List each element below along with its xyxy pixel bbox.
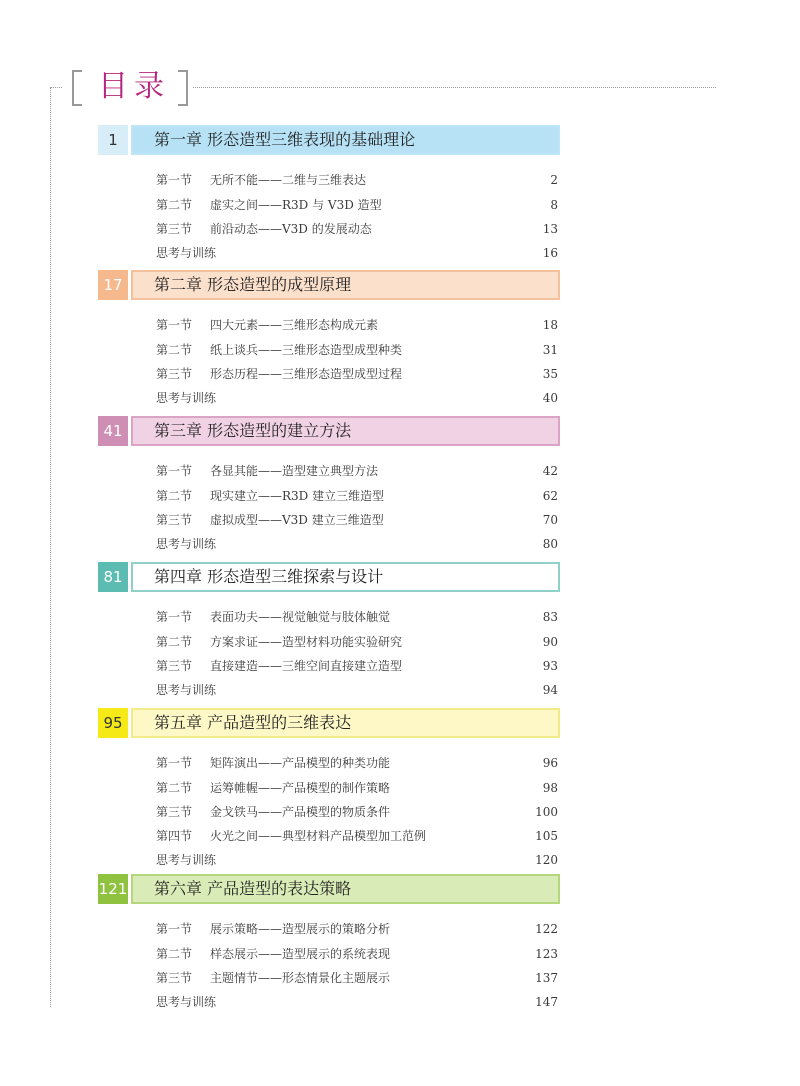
section-row[interactable] bbox=[156, 656, 558, 676]
review-title: 思考与训练 bbox=[156, 853, 217, 867]
chapter-start-page: 95 bbox=[98, 708, 128, 738]
page-number: 2 bbox=[550, 173, 558, 187]
page-number: 80 bbox=[542, 537, 558, 551]
section-row[interactable] bbox=[156, 802, 558, 822]
section-title: 虚拟成型——V3D 建立三维造型 bbox=[210, 513, 384, 527]
chapter-header[interactable] bbox=[98, 416, 560, 446]
page-number: 105 bbox=[535, 829, 558, 843]
section-row[interactable] bbox=[156, 195, 558, 215]
section-number: 第一节 bbox=[156, 173, 193, 187]
chapter-header[interactable] bbox=[98, 874, 560, 904]
section-title: 形态历程——三维形态造型成型过程 bbox=[210, 367, 403, 381]
page-number: 120 bbox=[535, 853, 558, 867]
page-number: 123 bbox=[535, 947, 558, 961]
section-row[interactable] bbox=[156, 753, 558, 773]
page-number: 137 bbox=[535, 971, 558, 985]
section-number: 第二节 bbox=[156, 635, 193, 649]
section-number: 第一节 bbox=[156, 318, 193, 332]
section-row[interactable] bbox=[156, 919, 558, 939]
chapter-title: 第一章 形态造型三维表现的基础理论 bbox=[154, 130, 416, 149]
section-number: 第二节 bbox=[156, 343, 193, 357]
section-row[interactable] bbox=[156, 826, 558, 846]
page-title: 目录 bbox=[98, 69, 170, 104]
section-number: 第三节 bbox=[156, 659, 193, 673]
section-row[interactable] bbox=[156, 170, 558, 190]
page-number: 83 bbox=[542, 610, 558, 624]
section-title: 无所不能——二维与三维表达 bbox=[210, 173, 367, 187]
review-title: 思考与训练 bbox=[156, 391, 217, 405]
review-row[interactable] bbox=[156, 534, 558, 554]
section-number: 第一节 bbox=[156, 464, 193, 478]
chapter-title: 第三章 形态造型的建立方法 bbox=[154, 421, 352, 440]
section-title: 矩阵演出——产品模型的种类功能 bbox=[210, 756, 391, 770]
review-row[interactable] bbox=[156, 388, 558, 408]
chapter-header[interactable] bbox=[98, 562, 560, 592]
section-title: 纸上谈兵——三维形态造型成型种类 bbox=[210, 343, 403, 357]
section-number: 第二节 bbox=[156, 198, 193, 212]
page-number: 98 bbox=[542, 781, 558, 795]
review-row[interactable] bbox=[156, 850, 558, 870]
page-number: 93 bbox=[542, 659, 558, 673]
section-title: 主题情节——形态情景化主题展示 bbox=[210, 971, 391, 985]
section-row[interactable] bbox=[156, 219, 558, 239]
section-title: 展示策略——造型展示的策略分析 bbox=[210, 922, 391, 936]
section-title: 虚实之间——R3D 与 V3D 造型 bbox=[210, 198, 382, 212]
chapter-start-page: 17 bbox=[98, 270, 128, 300]
section-row[interactable] bbox=[156, 968, 558, 988]
section-title: 运筹帷幄——产品模型的制作策略 bbox=[210, 781, 391, 795]
review-row[interactable] bbox=[156, 243, 558, 263]
page-number: 100 bbox=[535, 805, 558, 819]
page-number: 8 bbox=[550, 198, 558, 212]
section-row[interactable] bbox=[156, 461, 558, 481]
section-number: 第三节 bbox=[156, 805, 193, 819]
section-title: 表面功夫——视觉触觉与肢体触觉 bbox=[210, 610, 391, 624]
chapter-start-page: 81 bbox=[98, 562, 128, 592]
review-title: 思考与训练 bbox=[156, 537, 217, 551]
page-number: 90 bbox=[542, 635, 558, 649]
section-title: 样态展示——造型展示的系统表现 bbox=[210, 947, 391, 961]
section-row[interactable] bbox=[156, 632, 558, 652]
page-number: 13 bbox=[542, 222, 558, 236]
page-number: 40 bbox=[542, 391, 558, 405]
section-title: 方案求证——造型材料功能实验研究 bbox=[210, 635, 403, 649]
section-number: 第二节 bbox=[156, 781, 193, 795]
review-title: 思考与训练 bbox=[156, 995, 217, 1009]
section-number: 第一节 bbox=[156, 922, 193, 936]
review-title: 思考与训练 bbox=[156, 683, 217, 697]
page-number: 42 bbox=[542, 464, 558, 478]
chapter-start-page: 121 bbox=[98, 874, 128, 904]
dotted-frame-left bbox=[50, 87, 51, 1007]
section-title: 火光之间——典型材料产品模型加工范例 bbox=[210, 829, 427, 843]
review-row[interactable] bbox=[156, 992, 558, 1012]
section-row[interactable] bbox=[156, 944, 558, 964]
section-number: 第四节 bbox=[156, 829, 193, 843]
section-row[interactable] bbox=[156, 486, 558, 506]
page-number: 16 bbox=[542, 246, 558, 260]
section-number: 第三节 bbox=[156, 971, 193, 985]
page-number: 96 bbox=[542, 756, 558, 770]
section-title: 各显其能——造型建立典型方法 bbox=[210, 464, 379, 478]
section-title: 直接建造——三维空间直接建立造型 bbox=[210, 659, 403, 673]
page-number: 122 bbox=[535, 922, 558, 936]
chapter-header[interactable] bbox=[98, 708, 560, 738]
section-title: 前沿动态——V3D 的发展动态 bbox=[210, 222, 372, 236]
page-number: 35 bbox=[542, 367, 558, 381]
section-row[interactable] bbox=[156, 778, 558, 798]
section-number: 第一节 bbox=[156, 756, 193, 770]
chapter-start-page: 41 bbox=[98, 416, 128, 446]
section-number: 第三节 bbox=[156, 222, 193, 236]
page-number: 147 bbox=[535, 995, 558, 1009]
section-row[interactable] bbox=[156, 315, 558, 335]
chapter-header[interactable] bbox=[98, 125, 560, 155]
chapter-title: 第五章 产品造型的三维表达 bbox=[154, 713, 352, 732]
page-number: 62 bbox=[542, 489, 558, 503]
section-row[interactable] bbox=[156, 364, 558, 384]
section-row[interactable] bbox=[156, 510, 558, 530]
section-number: 第三节 bbox=[156, 367, 193, 381]
page-number: 18 bbox=[542, 318, 558, 332]
right-bracket bbox=[178, 70, 188, 106]
section-title: 四大元素——三维形态构成元素 bbox=[210, 318, 379, 332]
page-number: 94 bbox=[542, 683, 558, 697]
chapter-title: 第六章 产品造型的表达策略 bbox=[154, 879, 352, 898]
chapter-start-page: 1 bbox=[98, 125, 128, 155]
section-row[interactable] bbox=[156, 340, 558, 360]
review-row[interactable] bbox=[156, 680, 558, 700]
review-title: 思考与训练 bbox=[156, 246, 217, 260]
left-bracket bbox=[72, 70, 82, 106]
section-title: 现实建立——R3D 建立三维造型 bbox=[210, 489, 385, 503]
section-number: 第三节 bbox=[156, 513, 193, 527]
section-row[interactable] bbox=[156, 607, 558, 627]
section-number: 第一节 bbox=[156, 610, 193, 624]
section-number: 第二节 bbox=[156, 489, 193, 503]
section-number: 第二节 bbox=[156, 947, 193, 961]
chapter-header[interactable] bbox=[98, 270, 560, 300]
chapter-title: 第二章 形态造型的成型原理 bbox=[154, 275, 352, 294]
chapter-title: 第四章 形态造型三维探索与设计 bbox=[154, 567, 384, 586]
section-title: 金戈铁马——产品模型的物质条件 bbox=[210, 805, 391, 819]
page-number: 31 bbox=[542, 343, 558, 357]
page-number: 70 bbox=[542, 513, 558, 527]
